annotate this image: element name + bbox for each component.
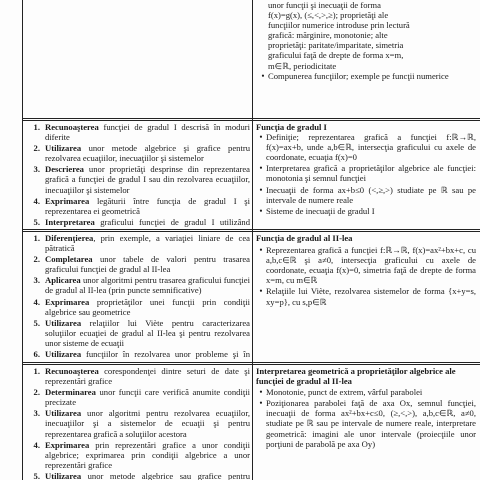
table-left-border (22, 0, 23, 480)
row-divider-6 (22, 364, 480, 365)
list-item: • Interpretarea grafică a proprietăţilor algebrice ale funcţiei: monotonia şi semnul funcţiei (256, 163, 476, 183)
bullet-icon: • (259, 132, 263, 143)
list-item: • Inecuaţii de forma ax+b≤0 (<,≥,>) studiate pe ℝ sau pe intervale de numere reale (256, 185, 476, 205)
top-bullet-text: Compunerea funcţiilor; exemple pe funcţii numerice (268, 70, 449, 81)
list-item: 3. Aplicarea unor algoritmi pentru trasarea graficului funcţiei de gradul al II-lea (prin puncte semnificative) (33, 275, 250, 296)
list-item: • Monotonie, punct de extrem, vârful parabolei (256, 387, 476, 397)
top-line-5: proprietăţi: paritate/imparitate, simetria (268, 40, 404, 51)
section-title: Funcţia de gradul al II-lea (256, 233, 353, 243)
bullet-icon: • (259, 245, 263, 256)
block2-contents (256, 233, 476, 361)
list-item: 1. Recunoaşterea funcţiei de gradul I descrisă în moduri diferite (33, 122, 250, 143)
top-line-6: graficului faţă de drepte de forma x=m, (268, 50, 404, 61)
list-item: 1. Recunoaşterea corespondenţei dintre seturi de date şi reprezentări grafice (33, 366, 250, 387)
block2-competences (24, 233, 250, 361)
list-item: • Reprezentarea grafică a funcţiei f:ℝ→ℝ, f(x)=ax²+bx+c, cu a,b,c∈ℝ şi a≠0, intersecţia graficului cu axele de coordonate, ecuaţia f(x)=0, simetria faţă de drepte de forma x=m, cu m∈ℝ (256, 245, 476, 285)
list-item: • Sisteme de inecuaţii de gradul I (256, 206, 476, 216)
row-divider-2 (22, 120, 480, 121)
bullet-icon: • (261, 70, 265, 81)
list-item: • Definiţie; reprezentarea grafică a funcţiei f:ℝ→ℝ, f(x)=ax+b, unde a,b∈ℝ, intersecţia graficului cu axele de coordonate, ecuaţia f(x)=0 (256, 132, 476, 162)
bullet-icon: • (259, 387, 263, 398)
top-line-2: f(x)=g(x), (≤,<,>,≥); proprietăţi ale (268, 10, 389, 21)
block1-competences (24, 122, 250, 228)
list-item: 2. Completarea unor tabele de valori pentru trasarea graficului funcţiei de gradul al II-lea (33, 254, 250, 275)
bullet-icon: • (259, 205, 263, 216)
top-line-1: unor funcţii şi inecuaţii de forma (268, 0, 381, 10)
row-divider-1 (22, 118, 480, 119)
top-line-3: funcţiilor numerice introduse prin lectură (268, 20, 410, 31)
row-divider-3 (22, 229, 480, 230)
list-item: 1. Diferenţierea, prin exemple, a variaţiei liniare de cea pătratică (33, 233, 250, 254)
list-item: 5. Interpretarea graficului funcţiei de gradul I utilizând (33, 216, 250, 227)
list-item: 4. Exprimarea legăturii între funcţia de gradul I şi reprezentarea ei geometrică (33, 195, 250, 216)
bullet-icon: • (259, 286, 263, 297)
list-item: 2. Determinarea unor funcţii care verifică anumite condiţii precizate (33, 387, 250, 408)
bullet-icon: • (259, 163, 263, 174)
top-bullet (258, 71, 474, 81)
bullet-icon: • (259, 398, 263, 409)
row-divider-5 (22, 362, 480, 363)
list-item: 5. Utilizarea relaţiilor lui Viète pentru caracterizarea soluţiilor ecuaţiei de gradul al II-lea şi pentru rezolvarea unor sisteme de ecuaţii (33, 317, 250, 348)
list-item: 6. Utilizarea funcţiilor în rezolvarea unor probleme şi în (33, 349, 250, 360)
table-column-divider (252, 0, 253, 480)
list-item: 5. Utilizarea unor metode algebrice sau grafice pentru (33, 470, 250, 480)
top-line-7: m∈ℝ, periodicitate (268, 60, 337, 71)
block3-competences (24, 366, 250, 480)
list-item: 4. Exprimarea prin reprezentări grafice a unor condiţii algebrice; exprimarea prin condiţii algebrice a unor reprezentări grafice (33, 439, 250, 470)
top-line-4: grafică: mărginire, monotonie; alte (268, 30, 388, 41)
section-title: Interpretarea geometrică a proprietăţilor algebrice ale funcţiei de gradul al II-lea (256, 366, 456, 387)
list-item: 2. Utilizarea unor metode algebrice şi grafice pentru rezolvarea ecuaţiilor, inecuaţiilor şi sistemelor (33, 143, 250, 164)
list-item: 4. Exprimarea proprietăţilor unei funcţii prin condiţii algebrice sau geometrice (33, 296, 250, 317)
row-divider-4 (22, 231, 480, 232)
list-item: 3. Descrierea unor proprietăţi desprinse din reprezentarea grafică a funcţiei de gradul I sau din rezolvarea ecuaţiilor, inecuaţiilor şi sistemelor (33, 164, 250, 195)
top-right-cell (258, 0, 474, 116)
block1-contents (256, 122, 476, 228)
list-item: • Relaţiile lui Viète, rezolvarea sistemelor de forma {x+y=s, xy=p}, cu s,p∈ℝ (256, 286, 476, 306)
bullet-icon: • (259, 184, 263, 195)
block3-contents (256, 366, 476, 480)
section-title: Funcţia de gradul I (256, 122, 327, 132)
list-item: 3. Utilizarea unor algoritmi pentru rezolvarea ecuaţiilor, inecuaţiilor şi a sistemelor de ecuaţii şi pentru reprezentarea grafică a soluţiilor acestora (33, 408, 250, 439)
list-item: • Poziţionarea parabolei faţă de axa Ox, semnul funcţiei, inecuaţii de forma ax²+bx+c≤0, (≥,<,>), a,b,c∈ℝ, a≠0, studiate pe ℝ sau pe intervale de numere reale, interpretare geometrică: imagini ale unor intervale (proiecţiile unor porţiuni de parabolă pe axa Oy) (256, 398, 476, 448)
